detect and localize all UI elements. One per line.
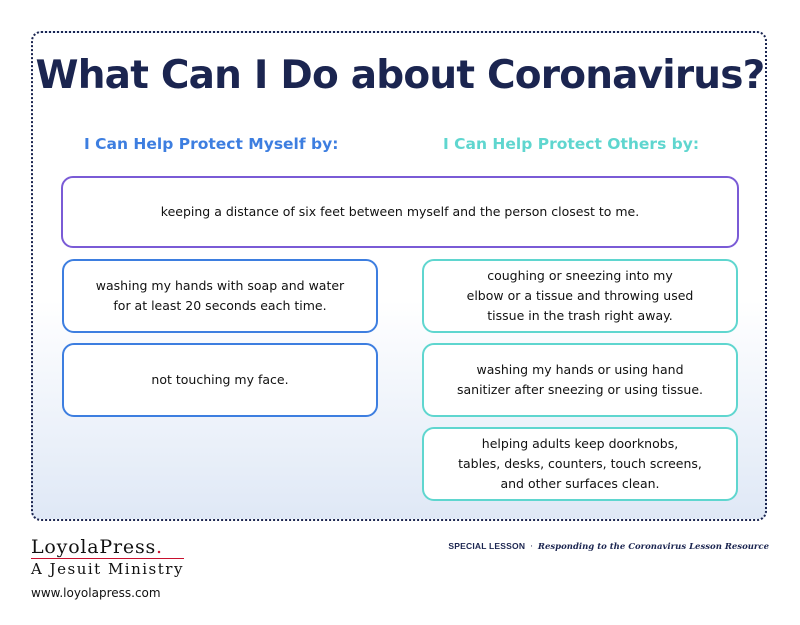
protect-others-heading: I Can Help Protect Others by:	[443, 135, 700, 153]
logo-tagline: A Jesuit Ministry	[31, 560, 184, 578]
protect-myself-heading: I Can Help Protect Myself by:	[84, 135, 339, 153]
myself-item-card-2: not touching my face.	[62, 343, 378, 417]
lesson-separator: ·	[530, 542, 533, 552]
logo-name: LoyolaPress	[31, 536, 157, 558]
others-item-card-1: coughing or sneezing into my elbow or a tissue and throwing used tissue in the trash right away.	[422, 259, 738, 333]
website-link[interactable]: www.loyolapress.com	[31, 586, 161, 600]
others-item-card-3: helping adults keep doorknobs, tables, desks, counters, touch screens, and other surfaces clean.	[422, 427, 738, 501]
loyola-press-logo	[31, 536, 184, 579]
logo-dot: .	[156, 536, 163, 558]
myself-item-card-1: washing my hands with soap and water for at least 20 seconds each time.	[62, 259, 378, 333]
lesson-label: SPECIAL LESSON	[448, 541, 526, 551]
lesson-tag	[448, 540, 769, 553]
others-item-card-2: washing my hands or using hand sanitizer after sneezing or using tissue.	[422, 343, 738, 417]
lesson-title: Responding to the Coronavirus Lesson Resource	[537, 542, 769, 552]
page-title: What Can I Do about Coronavirus?	[35, 53, 765, 98]
shared-item-card: keeping a distance of six feet between myself and the person closest to me.	[61, 176, 739, 248]
